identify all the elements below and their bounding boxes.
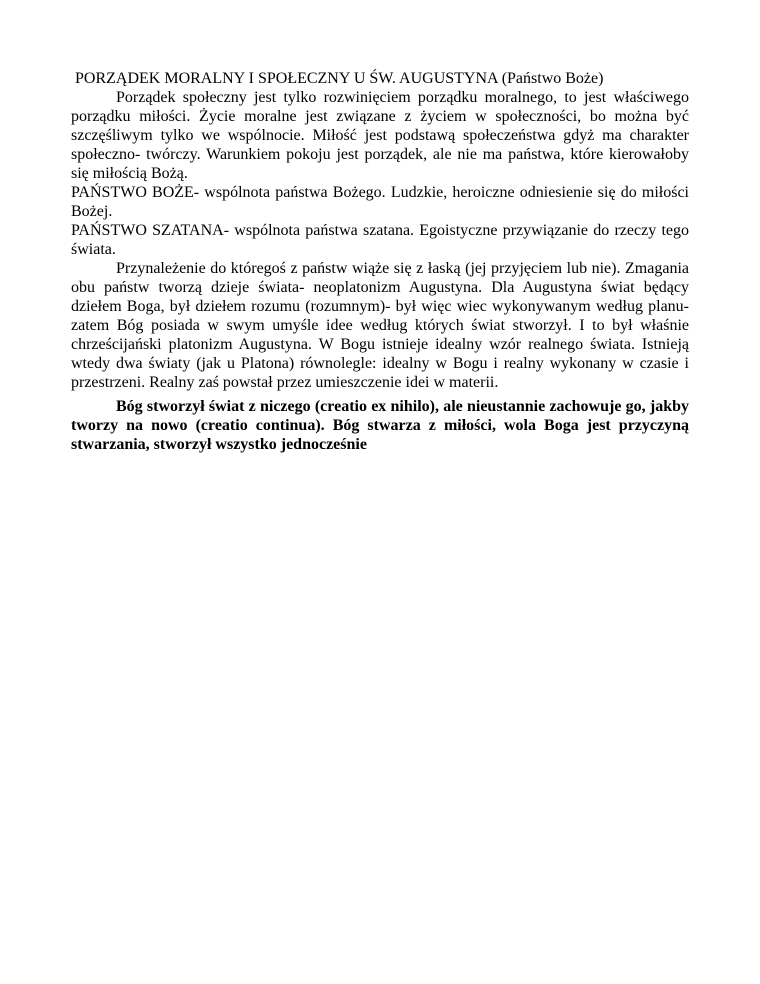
document-page bbox=[71, 69, 689, 454]
paragraph-neoplatonism: Przynależenie do któregoś z państw wiąże się z łaską (jej przyjęciem lub nie). Zmagania obu państw tworzą dzieje świata- neoplatonizm Augustyna. Dla Augustyna świat będący dziełem Boga, był dziełem rozumu (rozumnym)- był więc wiec wykonywanym według planu- zatem Bóg posiada w swym umyśle idee według których świat stworzył. I to był właśnie chrześcijański platonizm Augustyna. W Bogu istnieje idealny wzór realnego świata. Istnieją wtedy dwa światy (jak u Platona) równolegle: idealny w Bogu i realny wykonany w czasie i przestrzeni. Realny zaś powstał przez umieszczenie idei w materii. bbox=[71, 260, 689, 391]
document-title bbox=[71, 69, 689, 88]
title-suffix: (Państwo Boże) bbox=[501, 70, 604, 87]
paragraph-state-of-god: PAŃSTWO BOŻE- wspólnota państwa Bożego. Ludzkie, heroiczne odniesienie się do miłości Bożej. bbox=[71, 184, 689, 220]
paragraph-social-order: Porządek społeczny jest tylko rozwinięciem porządku moralnego, to jest właściwego porządku miłości. Życie moralne jest związane z życiem w społeczności, bo można być szczęśliwym tylko we wspólnocie. Miłość jest podstawą społeczeństwa gdyż ma charakter społeczno- twórczy. Warunkiem pokoju jest porządek, ale nie ma państwa, które kierowałoby się miłością Bożą. bbox=[71, 89, 689, 182]
paragraph-creation-bold: Bóg stworzył świat z niczego (creatio ex nihilo), ale nieustannie zachowuje go, jakby tworzy na nowo (creatio continua). Bóg stwarza z miłości, wola Boga jest przyczyną stwarzania, stworzył wszystko jednocześnie bbox=[71, 398, 689, 453]
title-main: PORZĄDEK MORALNY I SPOŁECZNY U ŚW. AUGUSTYNA bbox=[75, 70, 498, 87]
paragraph-state-of-satan: PAŃSTWO SZATANA- wspólnota państwa szatana. Egoistyczne przywiązanie do rzeczy tego świata. bbox=[71, 222, 689, 258]
